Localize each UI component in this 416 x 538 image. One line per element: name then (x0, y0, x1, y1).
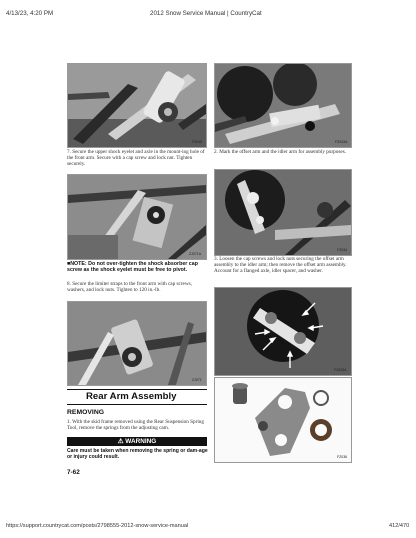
figure-label: ZJ071 (192, 378, 202, 382)
warning-banner (67, 437, 207, 446)
step-8-text: 8. Secure the limiter straps to the front arm with cap screws, washers, and lock nuts. Tighten to 120 in.-lb. (67, 281, 192, 294)
print-url: https://support.countrycat.com/posts/2798555-2012-snow-service-manual (6, 523, 189, 529)
photo-offset-arm-arrows (214, 287, 352, 376)
figure-label: FZ033A (335, 140, 348, 144)
print-timestamp: 4/13/23, 4:20 PM (6, 10, 54, 17)
step-1-text: 1. With the skid frame removed using the Rear Suspension Spring Tool, remove the springs from the adjusting cam. (67, 419, 204, 432)
print-page-count: 412/470 (389, 523, 410, 529)
photo-shock-eyelet (67, 174, 207, 260)
figure-label: FZ036 (337, 455, 348, 459)
photo-limiter-straps (67, 301, 207, 386)
figure-label: FZ045 (192, 140, 203, 144)
step-7-text: 7. Secure the upper shock eyelet and axle in the mount-ing hole of the front arm. Secure with a cap screw and lock nut. Tighten securely. (67, 149, 205, 168)
figure-label: ZJ071A (189, 252, 202, 256)
step-2-text: 2. Mark the offset arm and the idler arm for assembly purposes. (214, 149, 347, 155)
section-rule-top (67, 389, 207, 390)
section-rule-bottom (67, 404, 207, 405)
warning-label: ⚠ WARNING (117, 438, 157, 445)
figure-label: FZ034 (337, 248, 348, 252)
note-shock-pivot: ■NOTE: Do not over-tighten the shock absorber cap screw as the shock eyelet must be free to pivot. (67, 261, 198, 274)
section-title: Rear Arm Assembly (86, 391, 177, 402)
print-page-title: 2012 Snow Service Manual | CountryCat (150, 10, 262, 17)
photo-front-arm-shock (67, 63, 207, 148)
photo-cap-screws (214, 169, 352, 256)
step-3-text: 3. Loosen the cap screws and lock nuts securing the offset arm assembly to the idler arm; then remove the offset arm assembly. Account for a flanged axle, idler spacer, and washer. (214, 256, 347, 275)
photo-offset-arm-parts (214, 377, 352, 463)
subsection-title: REMOVING (67, 409, 105, 416)
warning-text: Care must be taken when removing the spring or dam-age or injury could result. (67, 448, 208, 461)
page-number: 7-62 (67, 469, 80, 476)
figure-label: FZ033A (334, 368, 347, 372)
photo-offset-arm-mark (214, 63, 352, 148)
